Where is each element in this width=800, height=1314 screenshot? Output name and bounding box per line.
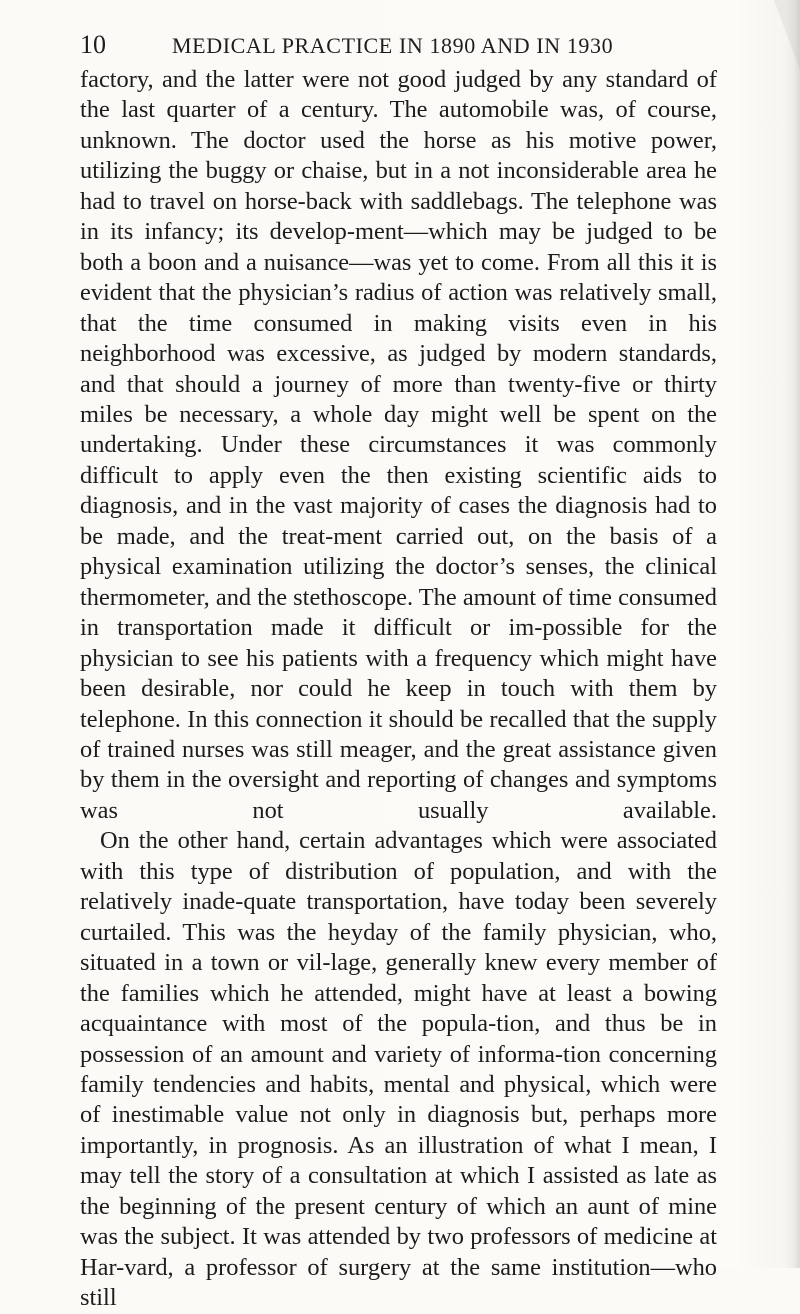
running-head <box>80 30 710 66</box>
page-number: 10 <box>80 30 106 59</box>
paragraph-1: factory, and the latter were not good judged by any standard of the last quarter of a century. The automobile was, of course, unknown. The doctor used the horse as his motive power, utilizing the buggy or chaise, but in a not inconsiderable area he had to travel on horse-back with saddlebags. The telephone was in its infancy; its develop-ment—which may be judged to be both a boon and a nuisance—was yet to come. From all this it is evident that the physician’s radius of action was relatively small, that the time consumed in making visits even in his neighborhood was excessive, as judged by modern standards, and that should a journey of more than twenty-five or thirty miles be necessary, a whole day might well be spent on the undertaking. Under these circumstances it was commonly difficult to apply even the then existing scientific aids to diagnosis, and in the vast majority of cases the diagnosis had to be made, and the treat-ment carried out, on the basis of a physical examination utilizing the doctor’s senses, the clinical thermometer, and the stethoscope. The amount of time consumed in transportation made it difficult or im-possible for the physician to see his patients with a frequency which might have been desirable, nor could he keep in touch with them by telephone. In this connection it should be recalled that the supply of trained nurses was still meager, and the great assistance given by them in the oversight and reporting of changes and symptoms was not usually available. <box>80 66 717 824</box>
running-title: MEDICAL PRACTICE IN 1890 AND IN 1930 <box>172 33 614 58</box>
body-text <box>80 65 717 1314</box>
page-edge-shadow <box>786 0 800 1268</box>
paragraph-2: On the other hand, certain advantages which were associated with this type of distribution of population, and with the relatively inade-quate transportation, have today been severely curtailed. This was the heyday of the family physician, who, situated in a town or vil-lage, generally knew every member of the families which he attended, might have at least a bowing acquaintance with most of the popula-tion, and thus be in possession of an amount and variety of informa-tion concerning family tendencies and habits, mental and physical, which were of inestimable value not only in diagnosis but, perhaps more importantly, in prognosis. As an illustration of what I mean, I may tell the story of a consultation at which I assisted as late as the beginning of the present century of which an aunt of mine was the subject. It was attended by two professors of medicine at Har-vard, a professor of surgery at the same institution—who still <box>80 827 717 1312</box>
